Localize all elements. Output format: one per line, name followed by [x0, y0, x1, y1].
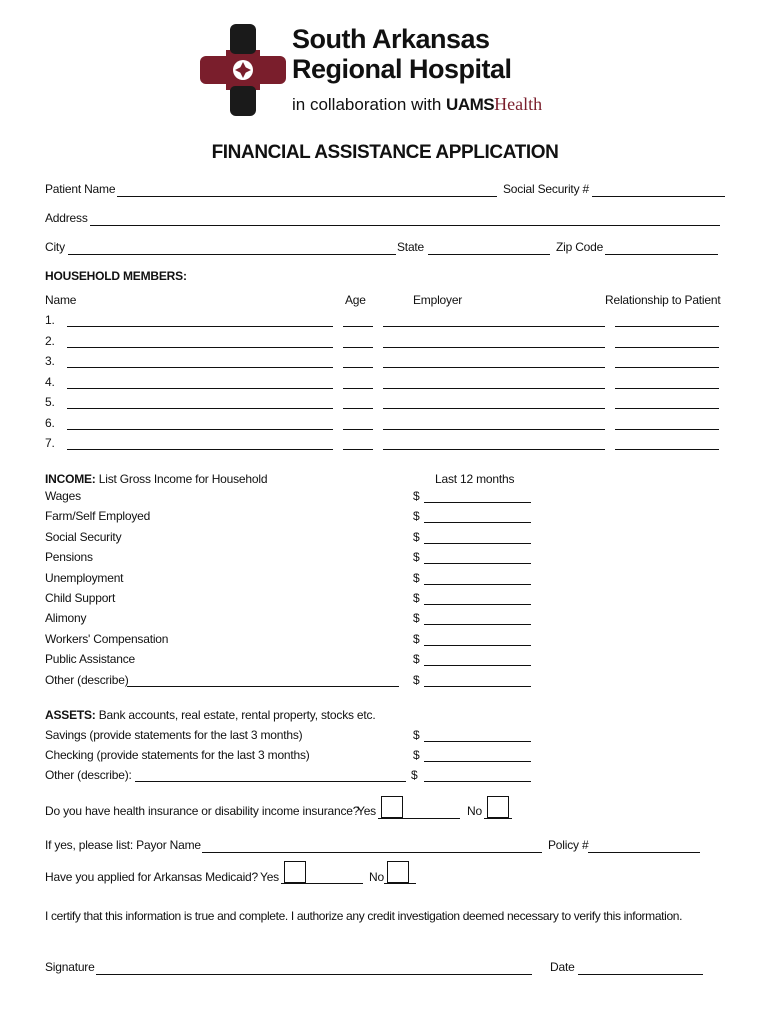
income-currency: $ [413, 631, 420, 646]
household-row-number: 6. [45, 415, 55, 430]
assets-subheading: Bank accounts, real estate, rental property, stocks etc. [98, 708, 376, 722]
income-currency: $ [413, 550, 420, 565]
col-age: Age [345, 293, 366, 307]
medicaid-no-underline [384, 883, 416, 884]
household-age-field[interactable] [343, 429, 373, 430]
income-currency: $ [413, 570, 420, 585]
income-heading: INCOME: [45, 472, 96, 486]
household-heading-text: HOUSEHOLD MEMBERS: [45, 269, 187, 283]
city-label: City [45, 240, 65, 254]
income-currency: $ [413, 509, 420, 524]
insurance-yes-underline [378, 818, 460, 819]
income-item-label: Other (describe) [45, 672, 129, 687]
household-name-field[interactable] [67, 429, 333, 430]
medicaid-yes-checkbox[interactable] [284, 861, 306, 883]
asset-item-label: Checking (provide statements for the last 3 months) [45, 748, 310, 762]
state-field[interactable] [428, 254, 550, 255]
income-amount-field[interactable] [424, 543, 531, 544]
income-period-label: Last 12 months [435, 472, 515, 486]
signature-label: Signature [45, 960, 95, 974]
logo-line1: South Arkansas [292, 24, 490, 54]
logo-uams: UAMS [446, 95, 495, 114]
insurance-no-underline [484, 818, 512, 819]
household-age-field[interactable] [343, 347, 373, 348]
asset-amount-field[interactable] [424, 741, 531, 742]
household-name-field[interactable] [67, 408, 333, 409]
household-row-number: 2. [45, 333, 55, 348]
household-name-field[interactable] [67, 449, 333, 450]
income-currency: $ [413, 529, 420, 544]
payor-label: If yes, please list: Payor Name [45, 838, 201, 852]
date-label: Date [550, 960, 575, 974]
household-relationship-field[interactable] [615, 326, 719, 327]
household-age-field[interactable] [343, 449, 373, 450]
patient-name-field[interactable] [117, 196, 497, 197]
income-item-label: Farm/Self Employed [45, 509, 151, 524]
household-age-field[interactable] [343, 326, 373, 327]
medicaid-no-checkbox[interactable] [387, 861, 409, 883]
medicaid-yes-label: Yes [260, 870, 279, 884]
address-field[interactable] [90, 225, 720, 226]
income-item-label: Wages [45, 489, 81, 503]
patient-name-label: Patient Name [45, 182, 116, 196]
income-amount-field[interactable] [424, 604, 531, 605]
insurance-question: Do you have health insurance or disability income insurance? [45, 804, 360, 818]
asset-currency: $ [413, 728, 420, 742]
date-field[interactable] [578, 974, 703, 975]
payor-field[interactable] [202, 852, 542, 853]
zip-label: Zip Code [556, 240, 604, 254]
logo-collab: in collaboration with [292, 95, 442, 114]
household-relationship-field[interactable] [615, 347, 719, 348]
col-employer: Employer [413, 293, 463, 307]
income-item-label: Public Assistance [45, 652, 135, 667]
page-title: FINANCIAL ASSISTANCE APPLICATION [211, 142, 559, 163]
income-subheading: List Gross Income for Household [98, 472, 268, 486]
income-amount-field[interactable] [424, 686, 531, 687]
income-currency: $ [413, 611, 420, 626]
logo-line2: Regional Hospital [292, 54, 512, 84]
ssn-field[interactable] [592, 196, 725, 197]
household-row-number: 1. [45, 313, 55, 327]
income-currency: $ [413, 672, 420, 687]
income-item-label: Alimony [45, 611, 87, 626]
income-item-label: Pensions [45, 550, 93, 565]
income-item-label: Workers' Compensation [45, 631, 169, 646]
household-relationship-field[interactable] [615, 367, 719, 368]
income-amount-field[interactable] [424, 624, 531, 625]
asset-item-label: Savings (provide statements for the last 3 months) [45, 728, 303, 742]
household-name-field[interactable] [67, 388, 333, 389]
ssn-label: Social Security # [503, 182, 589, 196]
col-name: Name [45, 293, 77, 307]
address-label: Address [45, 211, 88, 225]
medicaid-question-text: Have you applied for Arkansas Medicaid? [45, 870, 258, 884]
certification-text: I certify that this information is true and complete. I authorize any credit investigation deemed necessary to verify this information. [45, 909, 683, 923]
household-employer-field[interactable] [383, 347, 605, 348]
household-employer-field[interactable] [383, 408, 605, 409]
asset-item-label: Other (describe): [45, 768, 132, 782]
income-item-label: Child Support [45, 591, 116, 605]
zip-field[interactable] [605, 254, 718, 255]
household-employer-field[interactable] [383, 326, 605, 327]
asset-currency: $ [413, 748, 420, 762]
income-heading-line [45, 472, 267, 486]
household-row-number: 3. [45, 354, 55, 368]
asset-amount-field[interactable] [424, 781, 531, 782]
city-field[interactable] [68, 254, 396, 255]
medicaid-yes-underline [281, 883, 363, 884]
income-amount-field[interactable] [424, 645, 531, 646]
insurance-yes-label: Yes [357, 804, 376, 818]
household-age-field[interactable] [343, 408, 373, 409]
logo-collab-line [292, 94, 542, 115]
income-item-label: Unemployment [45, 570, 124, 585]
income-currency: $ [413, 591, 420, 605]
household-relationship-field[interactable] [615, 408, 719, 409]
household-heading [45, 269, 187, 283]
household-employer-field[interactable] [383, 367, 605, 368]
income-amount-field[interactable] [424, 502, 531, 503]
household-name-field[interactable] [67, 326, 333, 327]
col-relationship: Relationship to Patient [605, 293, 721, 307]
household-name-field[interactable] [67, 347, 333, 348]
household-age-field[interactable] [343, 367, 373, 368]
household-relationship-field[interactable] [615, 388, 719, 389]
household-row-number: 5. [45, 395, 55, 409]
asset-currency: $ [411, 768, 418, 782]
income-amount-field[interactable] [424, 563, 531, 564]
state-label: State [397, 240, 425, 254]
insurance-yes-checkbox[interactable] [381, 796, 403, 818]
hospital-logo [200, 24, 580, 120]
income-amount-field[interactable] [424, 665, 531, 666]
household-relationship-field[interactable] [615, 429, 719, 430]
household-row-number: 7. [45, 436, 55, 450]
household-row-number: 4. [45, 374, 55, 389]
income-amount-field[interactable] [424, 584, 531, 585]
policy-label: Policy # [548, 838, 589, 852]
insurance-no-label: No [467, 804, 482, 818]
income-currency: $ [413, 652, 420, 667]
asset-other-describe-field[interactable] [135, 781, 406, 782]
income-item-label: Social Security [45, 529, 122, 544]
household-name-field[interactable] [67, 367, 333, 368]
cross-icon [200, 24, 286, 116]
income-other-describe-field[interactable] [127, 686, 399, 687]
income-currency: $ [413, 489, 420, 503]
household-employer-field[interactable] [383, 449, 605, 450]
household-age-field[interactable] [343, 388, 373, 389]
logo-health: Health [494, 94, 543, 114]
medicaid-question [45, 870, 258, 884]
assets-heading: ASSETS: [45, 708, 96, 722]
asset-amount-field[interactable] [424, 761, 531, 762]
policy-field[interactable] [588, 852, 700, 853]
income-amount-field[interactable] [424, 522, 531, 523]
household-employer-field[interactable] [383, 429, 605, 430]
signature-field[interactable] [96, 974, 532, 975]
household-relationship-field[interactable] [615, 449, 719, 450]
medicaid-no-label: No [369, 870, 384, 884]
insurance-no-checkbox[interactable] [487, 796, 509, 818]
assets-heading-line [45, 708, 375, 722]
household-employer-field[interactable] [383, 388, 605, 389]
